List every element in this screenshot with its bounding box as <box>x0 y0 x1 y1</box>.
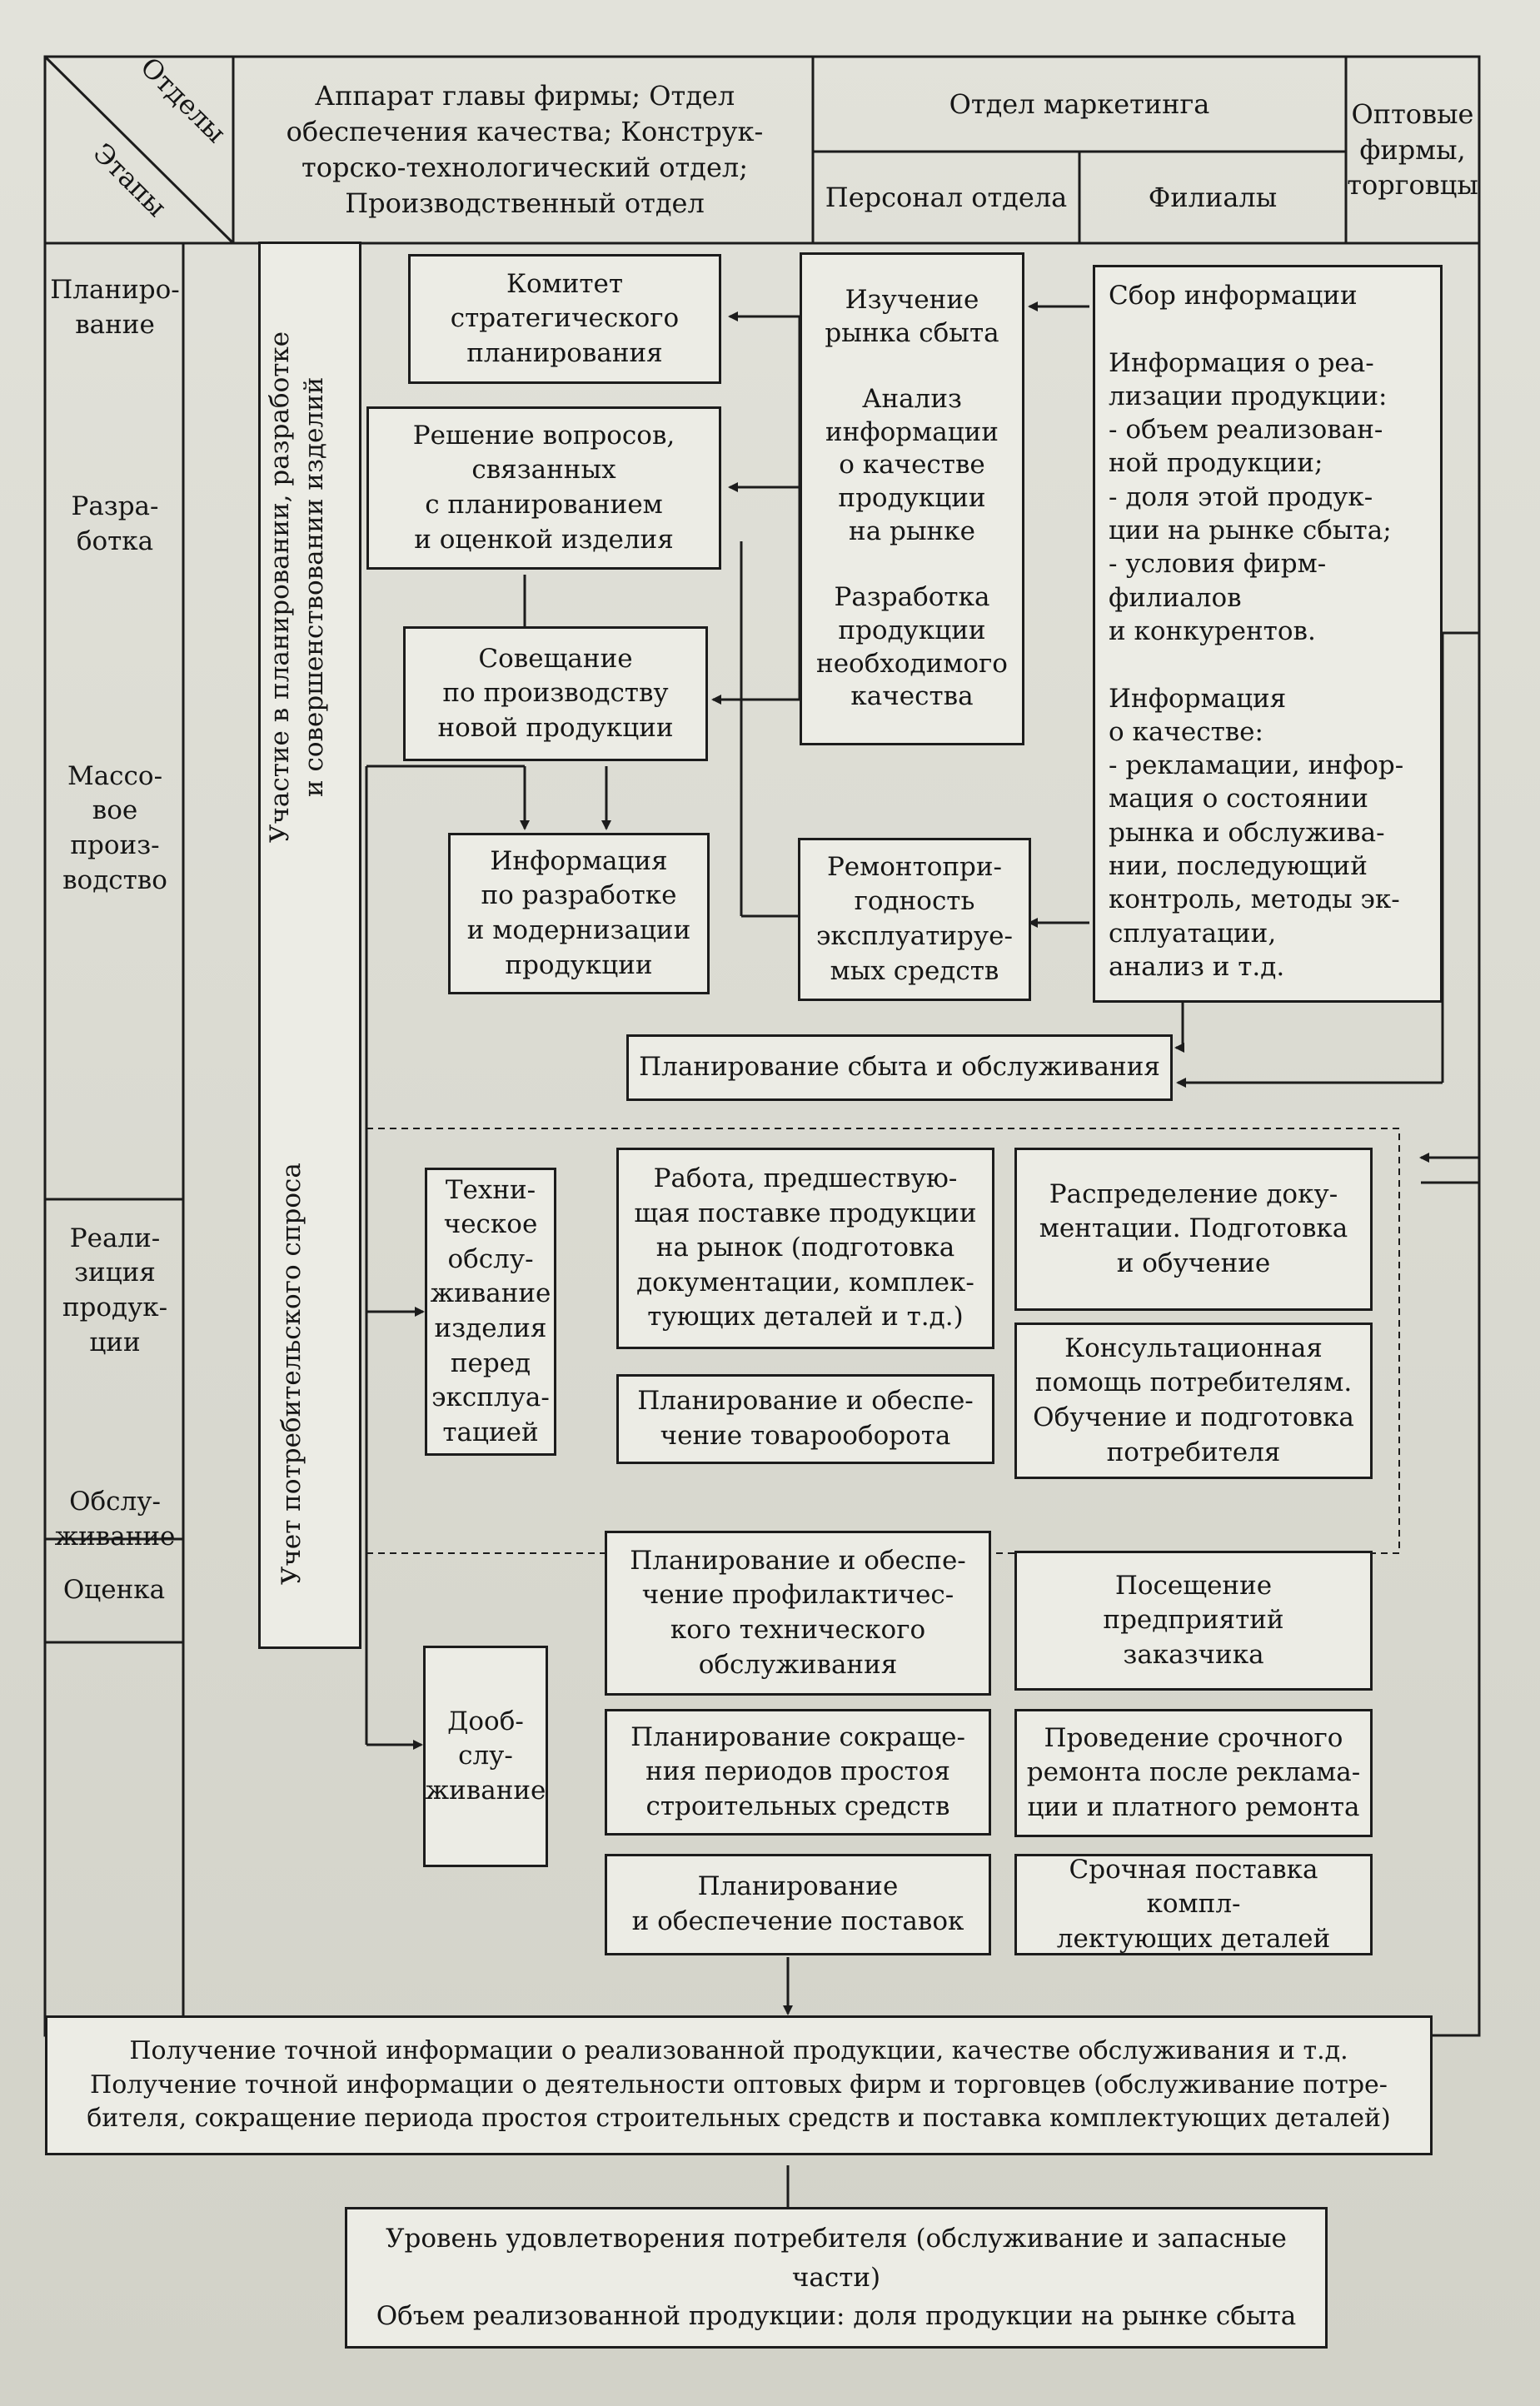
corner-label-stages: Этапы <box>87 137 173 223</box>
sales-service-planning: Планирование сбыта и обслуживания <box>626 1034 1173 1101</box>
strategic-planning-committee: Комитет стратегического планирования <box>408 254 721 384</box>
planning-evaluation-decisions: Решение вопросов, связанных с планированием и оценкой изделия <box>366 406 721 570</box>
stage-sales: Реали- зиция продук- ции <box>62 1223 168 1357</box>
urgent-parts-supply: Срочная поставка компл- лектующих деталей <box>1014 1854 1373 1955</box>
stage-mass-production: Массо- вое произ- водство <box>62 760 167 895</box>
demand-label: Учет потребительского спроса <box>277 1163 307 1586</box>
downtime-reduction-planning: Планирование сокраще- ния периодов простоя строительных средств <box>605 1709 991 1836</box>
new-production-meeting: Совещание по производству новой продукции <box>403 626 708 761</box>
preventive-maintenance-planning: Планирование и обеспе- чение профилактичес- кого технического обслуживания <box>605 1531 991 1696</box>
column-header-marketing: Отдел маркетинга <box>949 87 1210 120</box>
corner-label-departments: Отделы <box>134 50 233 149</box>
customer-visits: Посещение предприятий заказчика <box>1014 1551 1373 1691</box>
information-collection-box: Сбор информации Информация о реа- лизации продукции: - объем реализован- ной продукции; - доля этой продук- ции на рынке сбыта; - условия фирм- филиалов и конкурентов. Информация о качестве: - рекламации, инфор- мация о состоянии рынка и обслужива- нии, последующий контроль, методы эк- сплуатации, анализ и т.д. <box>1093 265 1443 1003</box>
satisfaction-box: Уровень удовлетворения потребителя (обслуживание и запасные части) Объем реализованной продукции: доля продукции на рынке сбыта <box>345 2207 1328 2349</box>
column-header-management: Аппарат главы фирмы; Отдел обеспечения качества; Конструк- торско-технологический отдел; Производственный отдел <box>286 80 764 219</box>
turnover-planning: Планирование и обеспе- чение товарооборота <box>616 1374 994 1464</box>
development-modernization-info: Информация по разработке и модернизации продукции <box>448 833 710 994</box>
repairability-box: Ремонтопри- годность эксплуатируе- мых средств <box>798 838 1031 1001</box>
additional-service: Дооб- слу- живание <box>423 1646 548 1867</box>
stage-planning: Планиро- вание <box>50 275 180 340</box>
supply-planning: Планирование и обеспечение поставок <box>605 1854 991 1955</box>
column-header-branches: Филиалы <box>1148 181 1278 213</box>
stage-service: Обслу- живание <box>54 1487 176 1552</box>
pre-market-work: Работа, предшествую- щая поставке продукции на рынок (подготовка документации, комплек- тующих деталей и т.д.) <box>616 1148 994 1349</box>
column-header-wholesale: Оптовые фирмы, торговцы <box>1347 97 1478 202</box>
stage-evaluation: Оценка <box>62 1575 166 1606</box>
consumer-consulting: Консультационная помощь потребителям. Обучение и подготовка потребителя <box>1014 1323 1373 1479</box>
participation-label: Участие в планировании, разработке и совершенствовании изделий <box>265 331 329 844</box>
accurate-information-box: Получение точной информации о реализованной продукции, качестве обслуживания и т.д. Получение точной информации о деятельности оптовых фирм и торговцев (обслуживание потре- бителя, сокращение периода простоя строительных средств и поставка комплектующих деталей) <box>45 2015 1433 2155</box>
stage-development: Разра- ботка <box>71 491 159 556</box>
market-study-box: Изучение рынка сбыта Анализ информации о качестве продукции на рынке Разработка продукции необходимого качества <box>800 252 1024 745</box>
urgent-repair: Проведение срочного ремонта после реклама- ции и платного ремонта <box>1014 1709 1373 1837</box>
pre-operation-tech-service: Техни- ческое обслу- живание изделия перед эксплуа- тацией <box>425 1168 556 1456</box>
column-header-department-staff: Персонал отдела <box>825 181 1068 213</box>
documentation-distribution: Распределение доку- ментации. Подготовка и обучение <box>1014 1148 1373 1311</box>
